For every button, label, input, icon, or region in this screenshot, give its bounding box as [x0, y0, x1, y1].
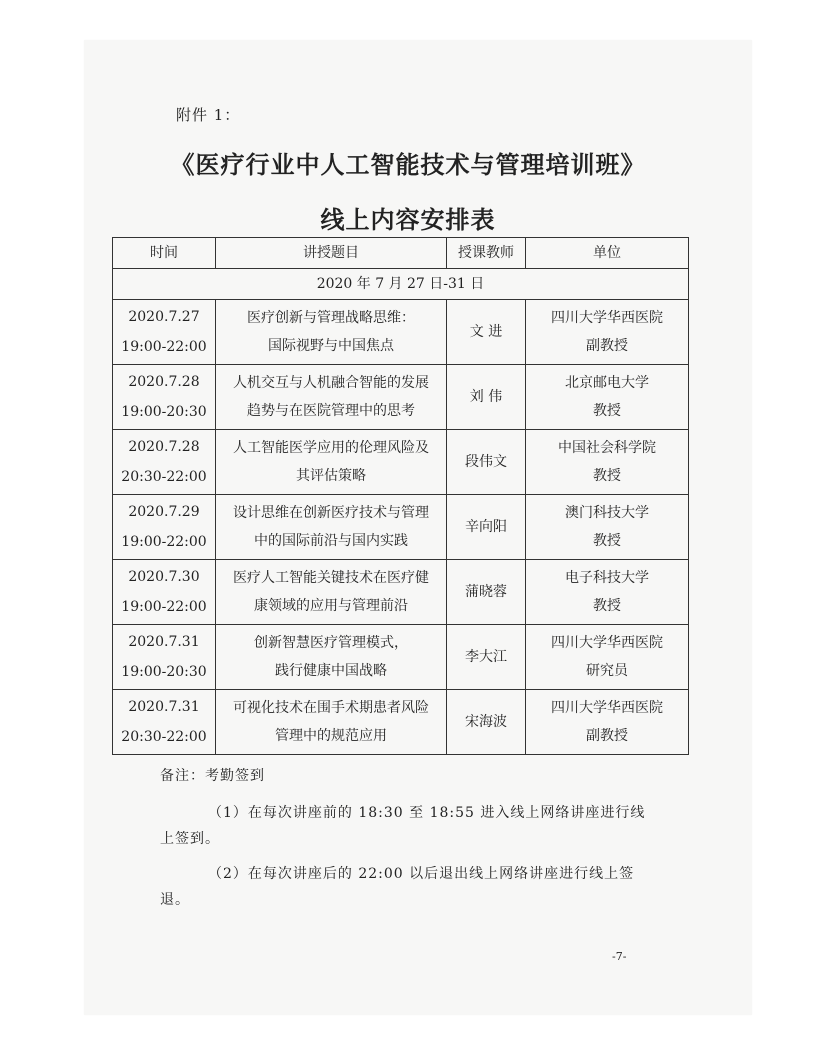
topic-cell [216, 300, 447, 365]
notes-title: 备注：考勤签到 [160, 768, 265, 784]
organization-name: 澳门科技大学 [565, 505, 649, 521]
attachment-label: 附件 1： [176, 106, 241, 124]
organization-cell [526, 560, 689, 625]
time-cell [113, 365, 216, 430]
session-time: 19:00-22:00 [121, 534, 207, 550]
teacher-cell: 宋海波 [447, 690, 526, 755]
table-row [113, 560, 689, 625]
time-cell [113, 560, 216, 625]
header-organization: 单位 [526, 238, 689, 269]
time-cell [113, 690, 216, 755]
session-time: 19:00-22:00 [121, 599, 207, 615]
topic-cell [216, 430, 447, 495]
schedule-table [112, 237, 689, 755]
teacher-title: 研究员 [586, 663, 628, 679]
session-date: 2020.7.29 [128, 504, 200, 520]
topic-line: 医疗人工智能关键技术在医疗健 [233, 570, 429, 586]
teacher-cell: 段伟文 [447, 430, 526, 495]
topic-cell [216, 560, 447, 625]
teacher-title: 教授 [593, 533, 621, 549]
time-cell [113, 430, 216, 495]
note-item-2-line-2: 退。 [160, 892, 190, 908]
teacher-title: 教授 [593, 598, 621, 614]
note-item-1-line-2: 上签到。 [160, 831, 220, 847]
organization-cell [526, 625, 689, 690]
topic-line: 趋势与在医院管理中的思考 [247, 403, 415, 419]
document-subtitle: 线上内容安排表 [320, 205, 496, 234]
document-title: 《医疗行业中人工智能技术与管理培训班》 [170, 150, 646, 179]
table-row [113, 300, 689, 365]
organization-name: 电子科技大学 [565, 570, 649, 586]
session-time: 20:30-22:00 [121, 469, 207, 485]
table-row [113, 365, 689, 430]
session-date: 2020.7.31 [128, 634, 200, 650]
teacher-cell: 蒲晓蓉 [447, 560, 526, 625]
organization-cell [526, 495, 689, 560]
organization-name: 中国社会科学院 [558, 440, 656, 456]
header-topic: 讲授题目 [216, 238, 447, 269]
topic-line: 人机交互与人机融合智能的发展 [233, 375, 429, 391]
time-cell [113, 300, 216, 365]
teacher-title: 副教授 [586, 728, 628, 744]
time-cell [113, 625, 216, 690]
topic-line: 设计思维在创新医疗技术与管理 [233, 505, 429, 521]
topic-line: 康领域的应用与管理前沿 [254, 598, 408, 614]
session-date: 2020.7.28 [128, 439, 200, 455]
topic-line: 人工智能医学应用的伦理风险及 [233, 440, 429, 456]
organization-name: 四川大学华西医院 [551, 310, 663, 326]
session-time: 20:30-22:00 [121, 729, 207, 745]
organization-cell [526, 300, 689, 365]
topic-cell [216, 625, 447, 690]
topic-cell [216, 690, 447, 755]
topic-line: 创新智慧医疗管理模式， [254, 635, 408, 651]
session-time: 19:00-22:00 [121, 339, 207, 355]
topic-line: 管理中的规范应用 [275, 728, 387, 744]
header-teacher: 授课教师 [447, 238, 526, 269]
organization-name: 四川大学华西医院 [551, 700, 663, 716]
teacher-cell: 刘 伟 [447, 365, 526, 430]
organization-name: 四川大学华西医院 [551, 635, 663, 651]
table-header-row [113, 238, 689, 269]
organization-name: 北京邮电大学 [565, 375, 649, 391]
note-item-1-line-1: （1）在每次讲座前的 18:30 至 18:55 进入线上网络讲座进行线 [208, 805, 646, 821]
session-time: 19:00-20:30 [121, 404, 207, 420]
time-cell [113, 495, 216, 560]
session-time: 19:00-20:30 [121, 664, 207, 680]
table-row [113, 495, 689, 560]
date-range-row [113, 269, 689, 300]
teacher-title: 教授 [593, 468, 621, 484]
session-date: 2020.7.30 [128, 569, 200, 585]
table-row [113, 430, 689, 495]
topic-line: 中的国际前沿与国内实践 [254, 533, 408, 549]
page-number: -7- [612, 950, 627, 963]
teacher-title: 副教授 [586, 338, 628, 354]
topic-cell [216, 495, 447, 560]
topic-line: 医疗创新与管理战略思维： [247, 310, 415, 326]
organization-cell [526, 430, 689, 495]
teacher-cell: 文 进 [447, 300, 526, 365]
organization-cell [526, 690, 689, 755]
topic-cell [216, 365, 447, 430]
table-row [113, 690, 689, 755]
session-date: 2020.7.28 [128, 374, 200, 390]
topic-line: 国际视野与中国焦点 [268, 338, 394, 354]
topic-line: 践行健康中国战略 [275, 663, 387, 679]
topic-line: 其评估策略 [296, 468, 366, 484]
topic-line: 可视化技术在围手术期患者风险 [233, 700, 429, 716]
session-date: 2020.7.31 [128, 699, 200, 715]
date-range: 2020 年 7 月 27 日-31 日 [113, 269, 689, 300]
table-row [113, 625, 689, 690]
header-time: 时间 [113, 238, 216, 269]
note-item-2-line-1: （2）在每次讲座后的 22:00 以后退出线上网络讲座进行线上签 [208, 866, 635, 882]
organization-cell [526, 365, 689, 430]
teacher-title: 教授 [593, 403, 621, 419]
teacher-cell: 李大江 [447, 625, 526, 690]
teacher-cell: 辛向阳 [447, 495, 526, 560]
session-date: 2020.7.27 [128, 309, 200, 325]
